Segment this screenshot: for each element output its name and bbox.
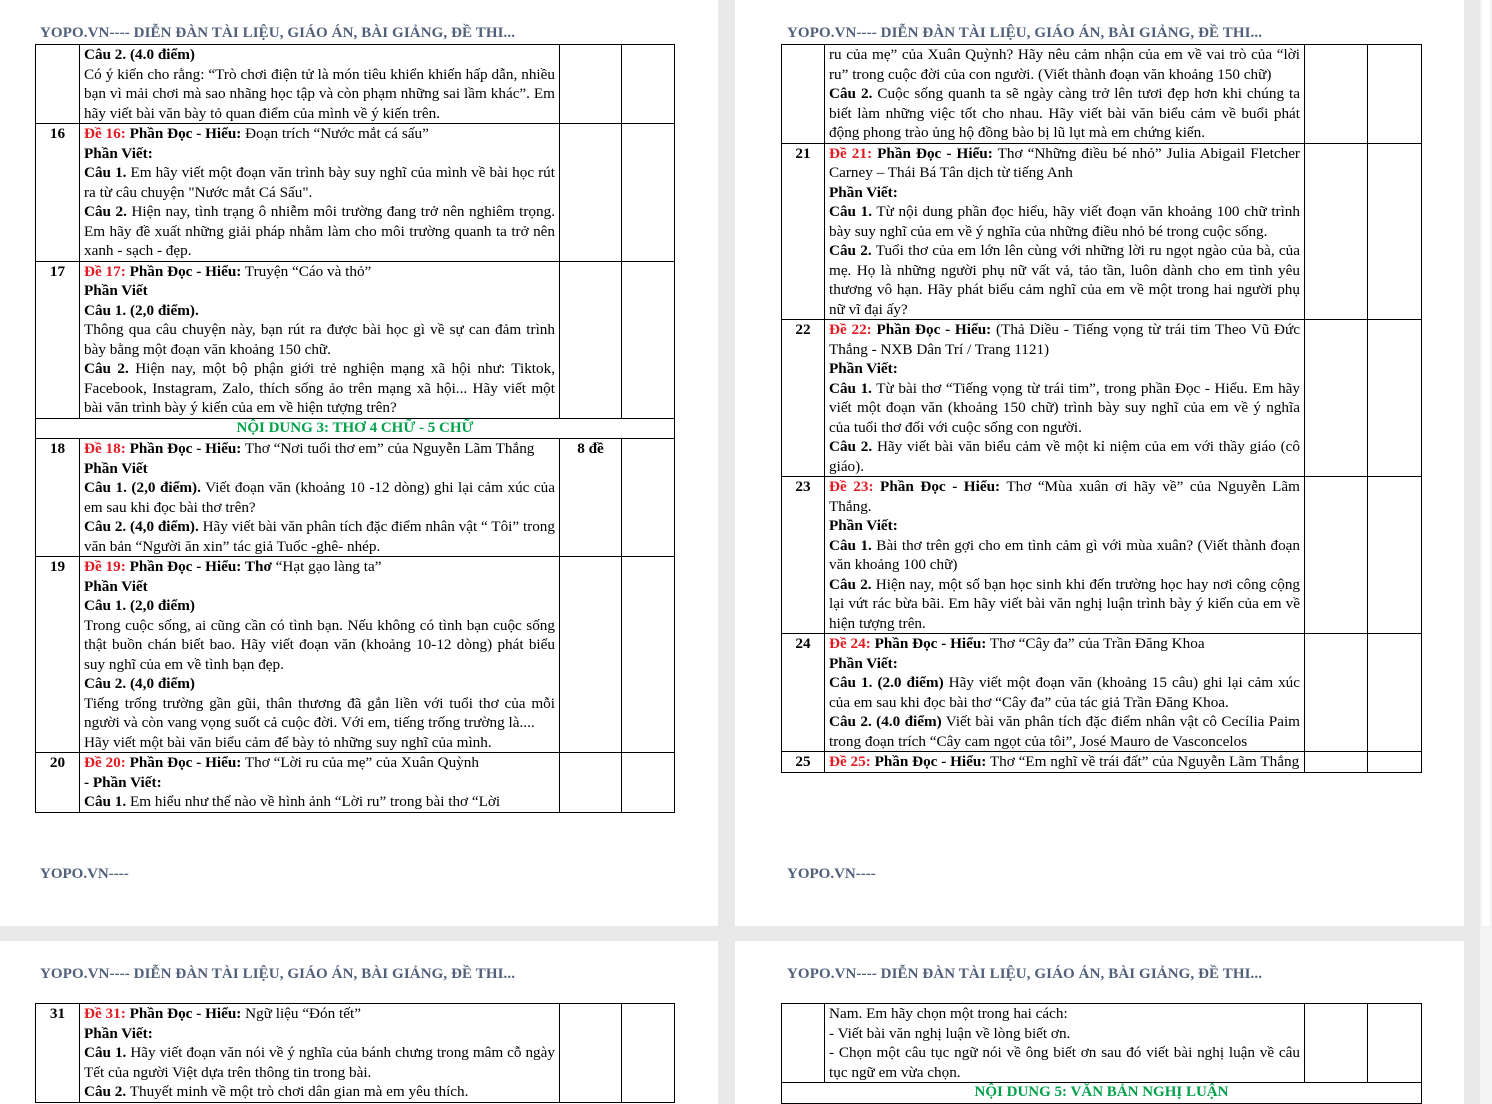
content-line	[84, 674, 555, 694]
bold-label: Phần Viết:	[829, 654, 898, 672]
exam-count	[1305, 45, 1368, 144]
reading-source: Thơ “Những điều bé nhỏ” Julia Abigail Fletcher Carney – Thái Bá Tân dịch từ tiếng Anh	[829, 144, 1300, 181]
bold-label: Câu 2.	[84, 1083, 127, 1100]
table-row	[36, 753, 675, 813]
body-text: Viết đoạn văn (khoảng 10 -12 dòng) ghi lại cảm xúc của em sau khi đọc bài thơ trên?	[84, 479, 555, 516]
row-number: 21	[782, 143, 825, 320]
bold-label: Câu 1. (2.0 điểm)	[829, 674, 944, 691]
content-line	[84, 459, 555, 479]
section-label: Phần Đọc - Hiểu:	[125, 125, 242, 142]
body-text: Hiện nay, tình trạng ô nhiễm môi trường đang trở nên nghiêm trọng. Em hãy đề xuất những giải pháp nhằm làm cho môi trường quanh ta trở nên xanh - sạch - đẹp.	[84, 203, 556, 259]
bold-label: Câu 2.	[84, 203, 127, 220]
row-content	[80, 1004, 560, 1103]
content-line	[829, 575, 1300, 634]
row-content	[80, 124, 560, 262]
content-line	[829, 241, 1300, 319]
empty-cell	[622, 439, 675, 557]
entry-title	[84, 439, 555, 459]
content-line	[84, 1043, 555, 1082]
exam-count	[560, 45, 622, 124]
body-text: Từ bài thơ “Tiếng vọng từ trái tim”, trong phần Đọc - Hiểu. Em hãy viết một đoạn văn (khoảng 150 chữ) trình bày suy nghĩ của em về ý nghĩa của tuổi thơ đối với cuộc sống con người.	[829, 379, 1300, 436]
table-row	[36, 1004, 675, 1103]
empty-cell	[622, 124, 675, 262]
bold-label: Câu 2. (4,0 điểm).	[84, 518, 199, 535]
body-text: Thuyết minh về một trò chơi dân gian mà em yêu thích.	[126, 1083, 469, 1100]
row-content	[80, 261, 560, 418]
row-number: 17	[36, 261, 80, 418]
table-row	[36, 557, 675, 753]
content-line	[84, 616, 555, 675]
content-line	[829, 516, 1300, 536]
content-line	[84, 359, 555, 418]
body-text: Hiện nay, một số bạn học sinh khi đến trường học hay nơi công cộng lại vứt rác bừa bãi. Em hãy viết bài văn nghị luận trình bày ý kiến của em về hiện tượng trên.	[829, 575, 1301, 632]
body-text: - Chọn một câu tục ngữ nói về ông biết ơn sau đó viết bài nghị luận về câu tục ngữ em vừa chọn.	[829, 1044, 1300, 1081]
bold-label: Câu 2.	[829, 438, 873, 455]
bold-label: Câu 2.	[829, 85, 873, 102]
section-label: Phần Đọc - Hiểu:	[871, 321, 992, 338]
exam-count	[560, 1004, 622, 1103]
body-text: Cuộc sống quanh ta sẽ ngày càng trở lên tươi đẹp hơn khi chúng ta biết làm những việc tốt cho nhau. Hãy viết bài văn biểu cảm về buổi phát động phong trào ủng hộ đồng bào bị lũ lụt mà em chứng kiến.	[829, 85, 1300, 141]
body-text: Thông qua câu chuyện này, bạn rút ra được bài học gì về sự can đảm trình bày bằng một đoạn văn khoảng 150 chữ.	[84, 321, 555, 358]
bold-label: Câu 1.	[84, 164, 127, 181]
content-line	[84, 281, 555, 301]
exam-label: Đề 31:	[84, 1005, 126, 1022]
entry-title	[84, 557, 555, 577]
row-content	[825, 45, 1305, 144]
body-text: - Viết bài văn nghị luận về lòng biết ơn.	[829, 1024, 1071, 1042]
row-content	[825, 477, 1305, 634]
page-footer: YOPO.VN----	[40, 866, 129, 882]
entry-title	[84, 1004, 555, 1024]
section-label: Phần Đọc - Hiểu:	[873, 478, 1001, 495]
bold-label: Phần Viết:	[829, 183, 898, 201]
body-text: Tuổi thơ của em lớn lên cùng với những lời ru ngọt ngào của bà, của mẹ. Họ là những người phụ nữ vất vả, tảo tần, luôn dành cho em tình yêu thương vô hạn. Hãy phát biểu cảm nghĩ của em về một trong hai người phụ nữ vĩ đại ấy?	[829, 242, 1300, 318]
exam-count	[560, 124, 622, 262]
reading-source: Đoạn trích “Nước mắt cá sấu”	[241, 125, 429, 142]
empty-cell	[1368, 477, 1422, 634]
body-text: Em hiểu như thế nào về hình ảnh “Lời ru” trong bài thơ “Lời	[126, 793, 501, 810]
bold-label: Câu 1. (2,0 điểm)	[84, 597, 195, 614]
content-line	[84, 301, 555, 321]
table-row	[36, 45, 675, 124]
reading-source: (Thả Diều - Tiếng vọng từ trái tim Theo Vũ Đức Thắng - NXB Dân Trí / Trang 1121)	[829, 321, 1301, 358]
table-row	[36, 439, 675, 557]
bold-label: Phần Viết	[84, 577, 148, 595]
table-row	[782, 634, 1422, 752]
content-line	[829, 1024, 1300, 1044]
content-line	[829, 1004, 1300, 1024]
reading-source: Ngữ liệu “Đón tết”	[241, 1005, 361, 1022]
content-line	[829, 183, 1300, 203]
table-row	[782, 752, 1422, 773]
bold-label: Câu 1. (2,0 điểm).	[84, 479, 201, 496]
bold-label: Câu 2. (4.0 điểm)	[84, 46, 195, 63]
row-number: 20	[36, 753, 80, 813]
section-row	[36, 418, 675, 439]
bold-label: Câu 1.	[829, 536, 872, 554]
content-line	[829, 379, 1300, 438]
content-line	[84, 792, 555, 812]
empty-cell	[1368, 1004, 1422, 1083]
row-content	[80, 45, 560, 124]
exam-label: Đề 20:	[84, 754, 126, 771]
entry-title	[84, 262, 555, 282]
content-line	[84, 45, 555, 65]
empty-cell	[622, 261, 675, 418]
exam-table	[781, 1003, 1422, 1104]
content-line	[829, 712, 1300, 751]
document-page-4	[735, 941, 1464, 1104]
row-number	[782, 45, 825, 144]
bold-label: Câu 1.	[829, 203, 873, 220]
body-text: Bài thơ trên gợi cho em tình cảm gì với mùa xuân? (Viết thành đoạn văn khoảng 100 chữ)	[829, 536, 1301, 573]
body-text: Trong cuộc sống, ai cũng cần có tình bạn. Nếu không có tình bạn cuộc sống thật buồn chán biết bao. Hãy viết đoạn văn (khoảng 10-12 dòng) phát biểu suy nghĩ của em về tình bạn đẹp.	[84, 616, 555, 673]
empty-cell	[1368, 143, 1422, 320]
entry-title	[829, 144, 1300, 183]
page-footer: YOPO.VN----	[787, 866, 876, 882]
bold-label: Câu 1. (2,0 điểm).	[84, 301, 199, 319]
content-line	[829, 202, 1300, 241]
row-number: 19	[36, 557, 80, 753]
content-line	[84, 65, 555, 124]
exam-count	[560, 753, 622, 813]
bold-label: Câu 1.	[84, 793, 127, 810]
content-line	[84, 1024, 555, 1044]
empty-cell	[1368, 752, 1422, 773]
exam-count	[1305, 752, 1368, 773]
content-line	[84, 733, 555, 753]
section-row	[782, 1083, 1422, 1104]
bold-label: Câu 1.	[84, 1044, 127, 1061]
content-line	[84, 517, 555, 556]
row-content	[80, 753, 560, 813]
bold-label: Phần Viết:	[84, 144, 153, 162]
body-text: Hãy viết bài văn phân tích đặc điểm nhân vật “ Tôi” trong văn bản “Người ăn xin” tác giả Tuốc -ghê- nhép.	[84, 518, 555, 555]
bold-label: Câu 2. (4,0 điểm)	[84, 675, 195, 692]
content-line	[829, 359, 1300, 379]
entry-title	[829, 752, 1300, 772]
bold-label: Phần Viết:	[84, 1024, 153, 1042]
body-text: Hãy viết đoạn văn nói về ý nghĩa của bánh chưng trong mâm cỗ ngày Tết của người Việt dựa trên thông tin trong bài.	[84, 1044, 555, 1081]
exam-label: Đề 22:	[829, 321, 872, 338]
section-label: Phần Đọc - Hiểu:	[125, 754, 242, 771]
bold-label: Phần Viết	[84, 282, 148, 299]
row-number: 16	[36, 124, 80, 262]
reading-source: Thơ “Em nghĩ về trái đất” của Nguyễn Lãm Thắng	[986, 753, 1300, 770]
content-line	[829, 654, 1300, 674]
row-number: 18	[36, 439, 80, 557]
page-header: YOPO.VN---- DIỄN ĐÀN TÀI LIỆU, GIÁO ÁN, BÀI GIẢNG, ĐỀ THI...	[40, 966, 516, 982]
empty-cell	[1368, 634, 1422, 752]
content-line	[84, 202, 555, 261]
content-line	[829, 437, 1300, 476]
exam-label: Đề 25:	[829, 753, 871, 770]
row-content	[825, 752, 1305, 773]
table-row	[782, 45, 1422, 144]
exam-label: Đề 21:	[829, 144, 873, 162]
content-line	[84, 694, 555, 733]
table-row	[782, 477, 1422, 634]
table-row	[36, 124, 675, 262]
content-line	[829, 84, 1300, 143]
exam-label: Đề 23:	[829, 478, 874, 495]
row-content	[80, 557, 560, 753]
entry-title	[84, 124, 555, 144]
content-line	[84, 478, 555, 517]
body-text: Từ nội dung phần đọc hiểu, hãy viết đoạn văn khoảng 100 chữ trình bày suy nghĩ của em về ý nghĩa của những điều nhỏ bé trong cuộc sống.	[829, 203, 1300, 240]
exam-label: Đề 17:	[84, 262, 126, 280]
body-text: ru của mẹ” của Xuân Quỳnh? Hãy nêu cảm nhận của em về vai trò của “lời ru” trong cuộc đời của con người. (Viết thành đoạn văn khoảng 150 chữ)	[829, 46, 1300, 83]
empty-cell	[622, 753, 675, 813]
content-line	[84, 144, 555, 164]
body-text: Nam. Em hãy chọn một trong hai cách:	[829, 1005, 1068, 1022]
bold-label: Câu 2.	[829, 575, 872, 593]
row-number	[36, 45, 80, 124]
row-number	[782, 1004, 825, 1083]
row-number: 23	[782, 477, 825, 634]
reading-source: Truyện “Cáo và thỏ”	[241, 262, 372, 280]
exam-count	[560, 557, 622, 753]
section-label: Phần Đọc - Hiểu:	[872, 144, 993, 162]
content-line	[84, 320, 555, 359]
content-line	[829, 536, 1300, 575]
section-heading: NỘI DUNG 5: VĂN BẢN NGHỊ LUẬN	[782, 1083, 1422, 1104]
bold-label: Phần Viết:	[829, 517, 898, 534]
bold-label: Phần Viết:	[829, 360, 898, 377]
entry-title	[829, 320, 1300, 359]
entry-title	[829, 634, 1300, 654]
exam-table	[781, 44, 1422, 773]
exam-count	[1305, 477, 1368, 634]
empty-cell	[622, 45, 675, 124]
entry-title	[829, 477, 1300, 516]
content-line	[84, 1082, 555, 1102]
empty-cell	[1368, 320, 1422, 477]
content-line	[84, 773, 555, 793]
reading-source: Thơ “Lời ru của mẹ” của Xuân Quỳnh	[241, 754, 479, 771]
body-text: Hiện nay, một bộ phận giới trẻ nghiện mạng xã hội như: Tiktok, Facebook, Instagram, Zalo, thích sống ảo trên mạng xã hội... Hãy viết một bài văn trình bày ý kiến của em về hiện tượng trên?	[84, 360, 555, 416]
section-label: Phần Đọc - Hiểu:	[125, 440, 242, 457]
content-line	[829, 1043, 1300, 1082]
body-text: Tiếng trống trường gần gũi, thân thương đã gắn liền với tuổi thơ của mỗi người và còn vang vọng suốt cả cuộc đời. Với em, tiếng trống trường là....	[84, 694, 555, 731]
bold-label: - Phần Viết:	[84, 773, 162, 791]
exam-count	[1305, 320, 1368, 477]
body-text: Hãy viết một bài văn biểu cảm để bày tỏ những suy nghĩ của mình.	[84, 733, 492, 751]
reading-source: Thơ “Mùa xuân ơi hãy về” của Nguyễn Lãm Thắng.	[829, 478, 1300, 515]
entry-title	[84, 753, 555, 773]
body-text: Hãy viết bài văn biểu cảm về một kỉ niệm của em với thầy giáo (cô giáo).	[829, 438, 1300, 475]
reading-source: “Hạt gạo làng ta”	[271, 558, 382, 575]
exam-count	[1305, 143, 1368, 320]
section-label: Phần Đọc - Hiểu:	[125, 1005, 242, 1022]
section-label: Phần Đọc - Hiểu: Thơ	[125, 558, 272, 575]
table-row	[782, 1004, 1422, 1083]
reading-source: Thơ “Nơi tuổi thơ em” của Nguyễn Lãm Thắng	[241, 440, 535, 457]
section-label: Phần Đọc - Hiểu:	[125, 262, 242, 280]
document-page-3	[0, 941, 718, 1104]
body-text: Có ý kiến cho rằng: “Trò chơi điện tử là món tiêu khiển khiến hấp dẫn, nhiều bạn vì mải chơi mà sao nhãng học tập và còn phạm những sai lầm khác”. Em hãy viết bài văn bày tỏ quan điểm của mình về ý kiến trên.	[84, 65, 555, 122]
document-page-1	[0, 0, 718, 926]
exam-label: Đề 16:	[84, 125, 126, 142]
bold-label: Câu 1.	[829, 379, 872, 397]
content-line	[829, 673, 1300, 712]
exam-label: Đề 24:	[829, 635, 871, 652]
row-number: 31	[36, 1004, 80, 1103]
empty-cell	[622, 557, 675, 753]
row-content	[80, 439, 560, 557]
document-page-2	[735, 0, 1464, 926]
body-text: Hãy viết một đoạn văn (khoảng 15 câu) ghi lại cảm xúc của em sau khi đọc bài thơ “Cây đa” của tác giả Trần Đăng Khoa.	[829, 674, 1300, 711]
page-header: YOPO.VN---- DIỄN ĐÀN TÀI LIỆU, GIÁO ÁN, BÀI GIẢNG, ĐỀ THI...	[40, 25, 516, 41]
section-label: Phần Đọc - Hiểu:	[870, 753, 987, 770]
exam-count	[1305, 1004, 1368, 1083]
content-line	[829, 45, 1300, 84]
row-number: 24	[782, 634, 825, 752]
exam-table	[35, 1003, 675, 1103]
exam-label: Đề 18:	[84, 440, 126, 457]
bold-label: Phần Viết	[84, 459, 148, 477]
content-line	[84, 577, 555, 597]
exam-label: Đề 19:	[84, 558, 126, 575]
exam-count	[1305, 634, 1368, 752]
content-line	[84, 163, 555, 202]
exam-count	[560, 261, 622, 418]
section-heading: NỘI DUNG 3: THƠ 4 CHỮ - 5 CHỮ	[36, 418, 675, 439]
row-content	[825, 1004, 1305, 1083]
content-line	[84, 596, 555, 616]
row-content	[825, 634, 1305, 752]
scrollbar-thumb[interactable]	[1482, 0, 1490, 926]
empty-cell	[622, 1004, 675, 1103]
bold-label: Câu 2.	[829, 242, 872, 259]
body-text: Viết bài văn phân tích đặc điểm nhân vật cô Cecília Paim trong đoạn trích “Cây cam ngọt của tôi”, José Mauro de Vasconcelos	[829, 713, 1301, 750]
page-header: YOPO.VN---- DIỄN ĐÀN TÀI LIỆU, GIÁO ÁN, BÀI GIẢNG, ĐỀ THI...	[787, 25, 1263, 41]
row-number: 22	[782, 320, 825, 477]
table-row	[782, 143, 1422, 320]
bold-label: Câu 2. (4.0 điểm)	[829, 713, 942, 730]
exam-count: 8 đề	[560, 439, 622, 557]
row-number: 25	[782, 752, 825, 773]
empty-cell	[1368, 45, 1422, 144]
body-text: Em hãy viết một đoạn văn trình bày suy nghĩ của mình về bài học rút ra từ câu chuyện "Nước mắt Cá Sấu".	[84, 164, 555, 201]
vertical-scrollbar[interactable]	[1480, 0, 1492, 1104]
page-header: YOPO.VN---- DIỄN ĐÀN TÀI LIỆU, GIÁO ÁN, BÀI GIẢNG, ĐỀ THI...	[787, 966, 1263, 982]
table-row	[782, 320, 1422, 477]
exam-table	[35, 44, 675, 813]
bold-label: Câu 2.	[84, 360, 129, 377]
section-label: Phần Đọc - Hiểu:	[870, 635, 987, 652]
row-content	[825, 143, 1305, 320]
table-row	[36, 261, 675, 418]
reading-source: Thơ “Cây đa” của Trần Đăng Khoa	[986, 635, 1205, 652]
row-content	[825, 320, 1305, 477]
